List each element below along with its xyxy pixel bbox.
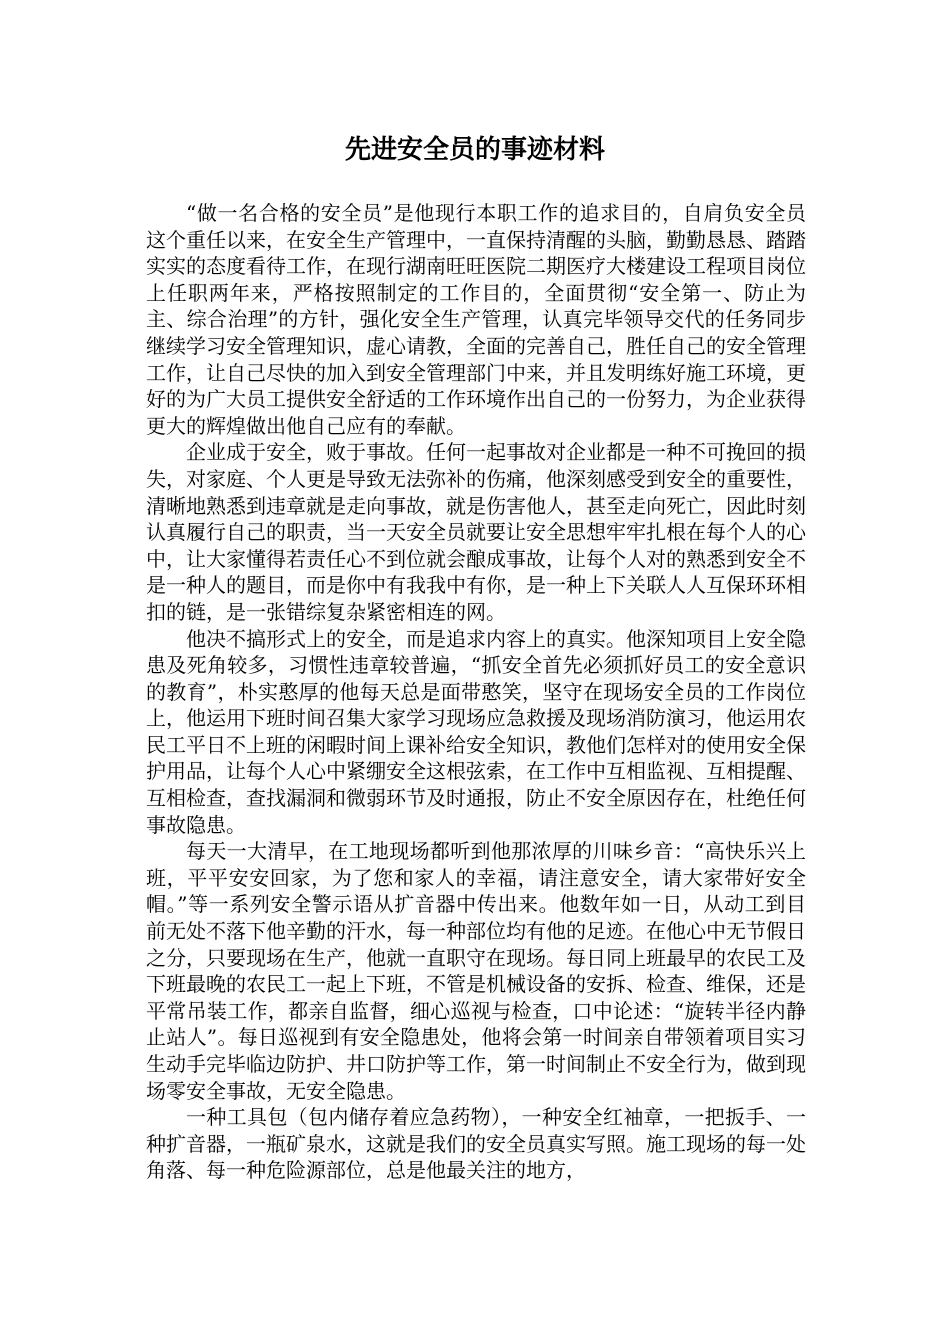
paragraph: “做一名合格的安全员”是他现行本职工作的追求目的，自肩负安全员这个重任以来，在安全生产管理中，一直保持清醒的头脑，勤勤恳恳、踏踏实实的态度看待工作，在现行湖南旺旺医院二期医疗大楼建设工程项目岗位上任职两年来，严格按照制定的工作目的，全面贯彻“安全第一、防止为主、综合治理”的方针，强化安全生产管理，认真完毕领导交代的任务同步继续学习安全管理知识，虚心请教，全面的完善自己，胜任自己的安全管理工作，让自己尽快的加入到安全管理部门中来，并且发明练好施工环境，更好的为广大员工提供安全舒适的工作环境作出自己的一份努力，为企业获得更大的辉煌做出他自己应有的奉献。: [146, 201, 806, 438]
paragraph: 他决不搞形式上的安全，而是追求内容上的真实。他深知项目上安全隐患及死角较多，习惯性违章较普遍，“抓安全首先必须抓好员工的安全意识的教育”，朴实憨厚的他每天总是面带憨笑，坚守在现场安全员的工作岗位上，他运用下班时间召集大家学习现场应急救援及现场消防演习，他运用农民工平日不上班的闲暇时间上课补给安全知识，教他们怎样对的使用安全保护用品，让每个人心中紧绷安全这根弦索，在工作中互相监视、互相提醒、互相检查，查找漏洞和微弱环节及时通报，防止不安全原因存在，杜绝任何事故隐患。: [146, 626, 806, 837]
paragraph: 企业成于安全，败于事故。任何一起事故对企业都是一种不可挽回的损失，对家庭、个人更是导致无法弥补的伤痛，他深刻感受到安全的重要性，清晰地熟悉到违章就是走向事故，就是伤害他人，甚至走向死亡，因此时刻认真履行自己的职责，当一天安全员就要让安全思想牢牢扎根在每个人的心中，让大家懂得若责任心不到位就会酿成事故，让每个人对的熟悉到安全不是一种人的题目，而是你中有我我中有你，是一种上下关联人人互保环环相扣的链，是一张错综复杂紧密相连的网。: [146, 440, 806, 624]
document-title: 先进安全员的事迹材料: [344, 135, 605, 165]
paragraph: 每天一大清早，在工地现场都听到他那浓厚的川味乡音：“高快乐兴上班，平平安安回家，为了您和家人的幸福，请注意安全，请大家带好安全帽。”等一系列安全警示语从扩音器中传出来。他数年如一日，从动工到目前无处不落下他辛勤的汗水，每一种部位均有他的足迹。在他心中无节假日之分，只要现场在生产，他就一直职守在现场。每日同上班最早的农民工及下班最晚的农民工一起上下班，不管是机械设备的安拆、检查、维保，还是平常吊装工作，都亲自监督，细心巡视与检查，口中论述：“旋转半径内静止站人”。每日巡视到有安全隐患处，他将会第一时间亲自带领着项目实习生动手完毕临边防护、井口防护等工作，第一时间制止不安全行为，做到现场零安全事故，无安全隐患。: [146, 839, 806, 1103]
document-body: [146, 200, 806, 1184]
paragraph: 一种工具包（包内储存着应急药物），一种安全红袖章，一把扳手、一种扩音器，一瓶矿泉水，这就是我们的安全员真实写照。施工现场的每一处角落、每一种危险源部位，总是他最关注的地方，: [146, 1105, 806, 1183]
